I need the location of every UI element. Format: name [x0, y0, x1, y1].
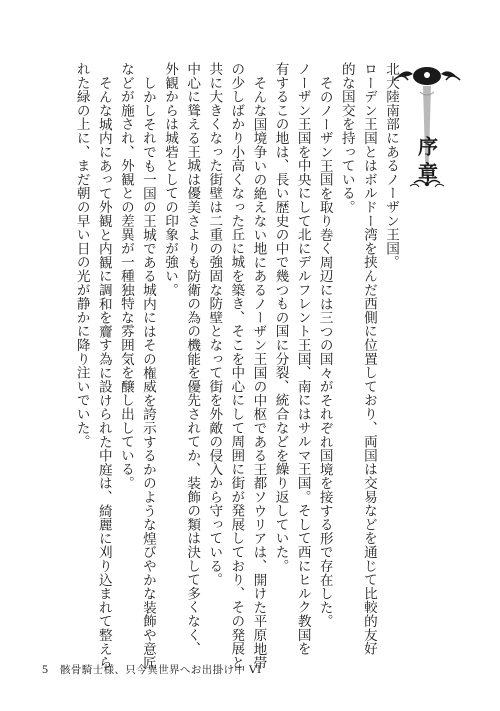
body-line: 共に大きくなった街壁は二重の強固な防壁となって街を外敵の侵入から守っている。	[206, 62, 223, 587]
body-line: 北大陸南部にあるノーザン王国。	[383, 62, 399, 269]
body-line: そんな国境争いの絶えない地にあるノーザン王国の中枢である王都ソウリアは、開けた平原地帯	[250, 75, 267, 669]
body-line: そんな城内にあって外観と内観に調和を齎す為に設けられた中庭は、綺麗に刈り込まれて整えら	[95, 75, 112, 669]
body-line: 有するこの地は、長い歴史の中で幾つもの国に分裂、統合などを繰り返していた。	[272, 62, 289, 573]
chapter-heading	[392, 62, 462, 194]
body-line: の少しばかり小高くなった丘に城を築き、そこを中心にして周囲に街が発展しており、その発展と	[228, 62, 245, 670]
body-line: 中心に聳える王城は優美さよりも防衛の為の機能を優先されてか、装飾の類は決して多くなく、	[184, 62, 201, 656]
body-line: などが施され、外観との差異が一種独特な雰囲気を醸し出している。	[117, 62, 134, 490]
body-line: そのノーザン王国を取り巻く周辺には三つの国々がそれぞれ国境を接する形で存在した。	[316, 75, 333, 628]
body-text	[71, 62, 402, 670]
body-line: しかしそれでも一国の王城である城内にはその権威を誇示するかのような煌びやかな装飾や意匠	[139, 75, 156, 669]
body-line: れた緑の上に、まだ朝の早い日の光が静かに降り注いでいた。	[73, 62, 90, 449]
body-line: ローデン王国とはボルドー湾を挟んだ西側に位置しており、両国は交易などを通じて比較的友好	[360, 62, 377, 656]
page-number: 5	[42, 662, 48, 676]
chapter-title: 序章	[414, 136, 439, 188]
running-title: 骸骨騎士様、只今異世界へお出掛け中 VI	[60, 664, 262, 676]
body-line: 的な国交を持っている。	[338, 62, 355, 214]
body-line: ノーザン王国を中央にして北にデルフレント王国、南にはサルマ王国。そして西にヒルク教国を	[294, 62, 311, 656]
body-line: 外観からは城砦としての印象が強い。	[162, 62, 179, 297]
